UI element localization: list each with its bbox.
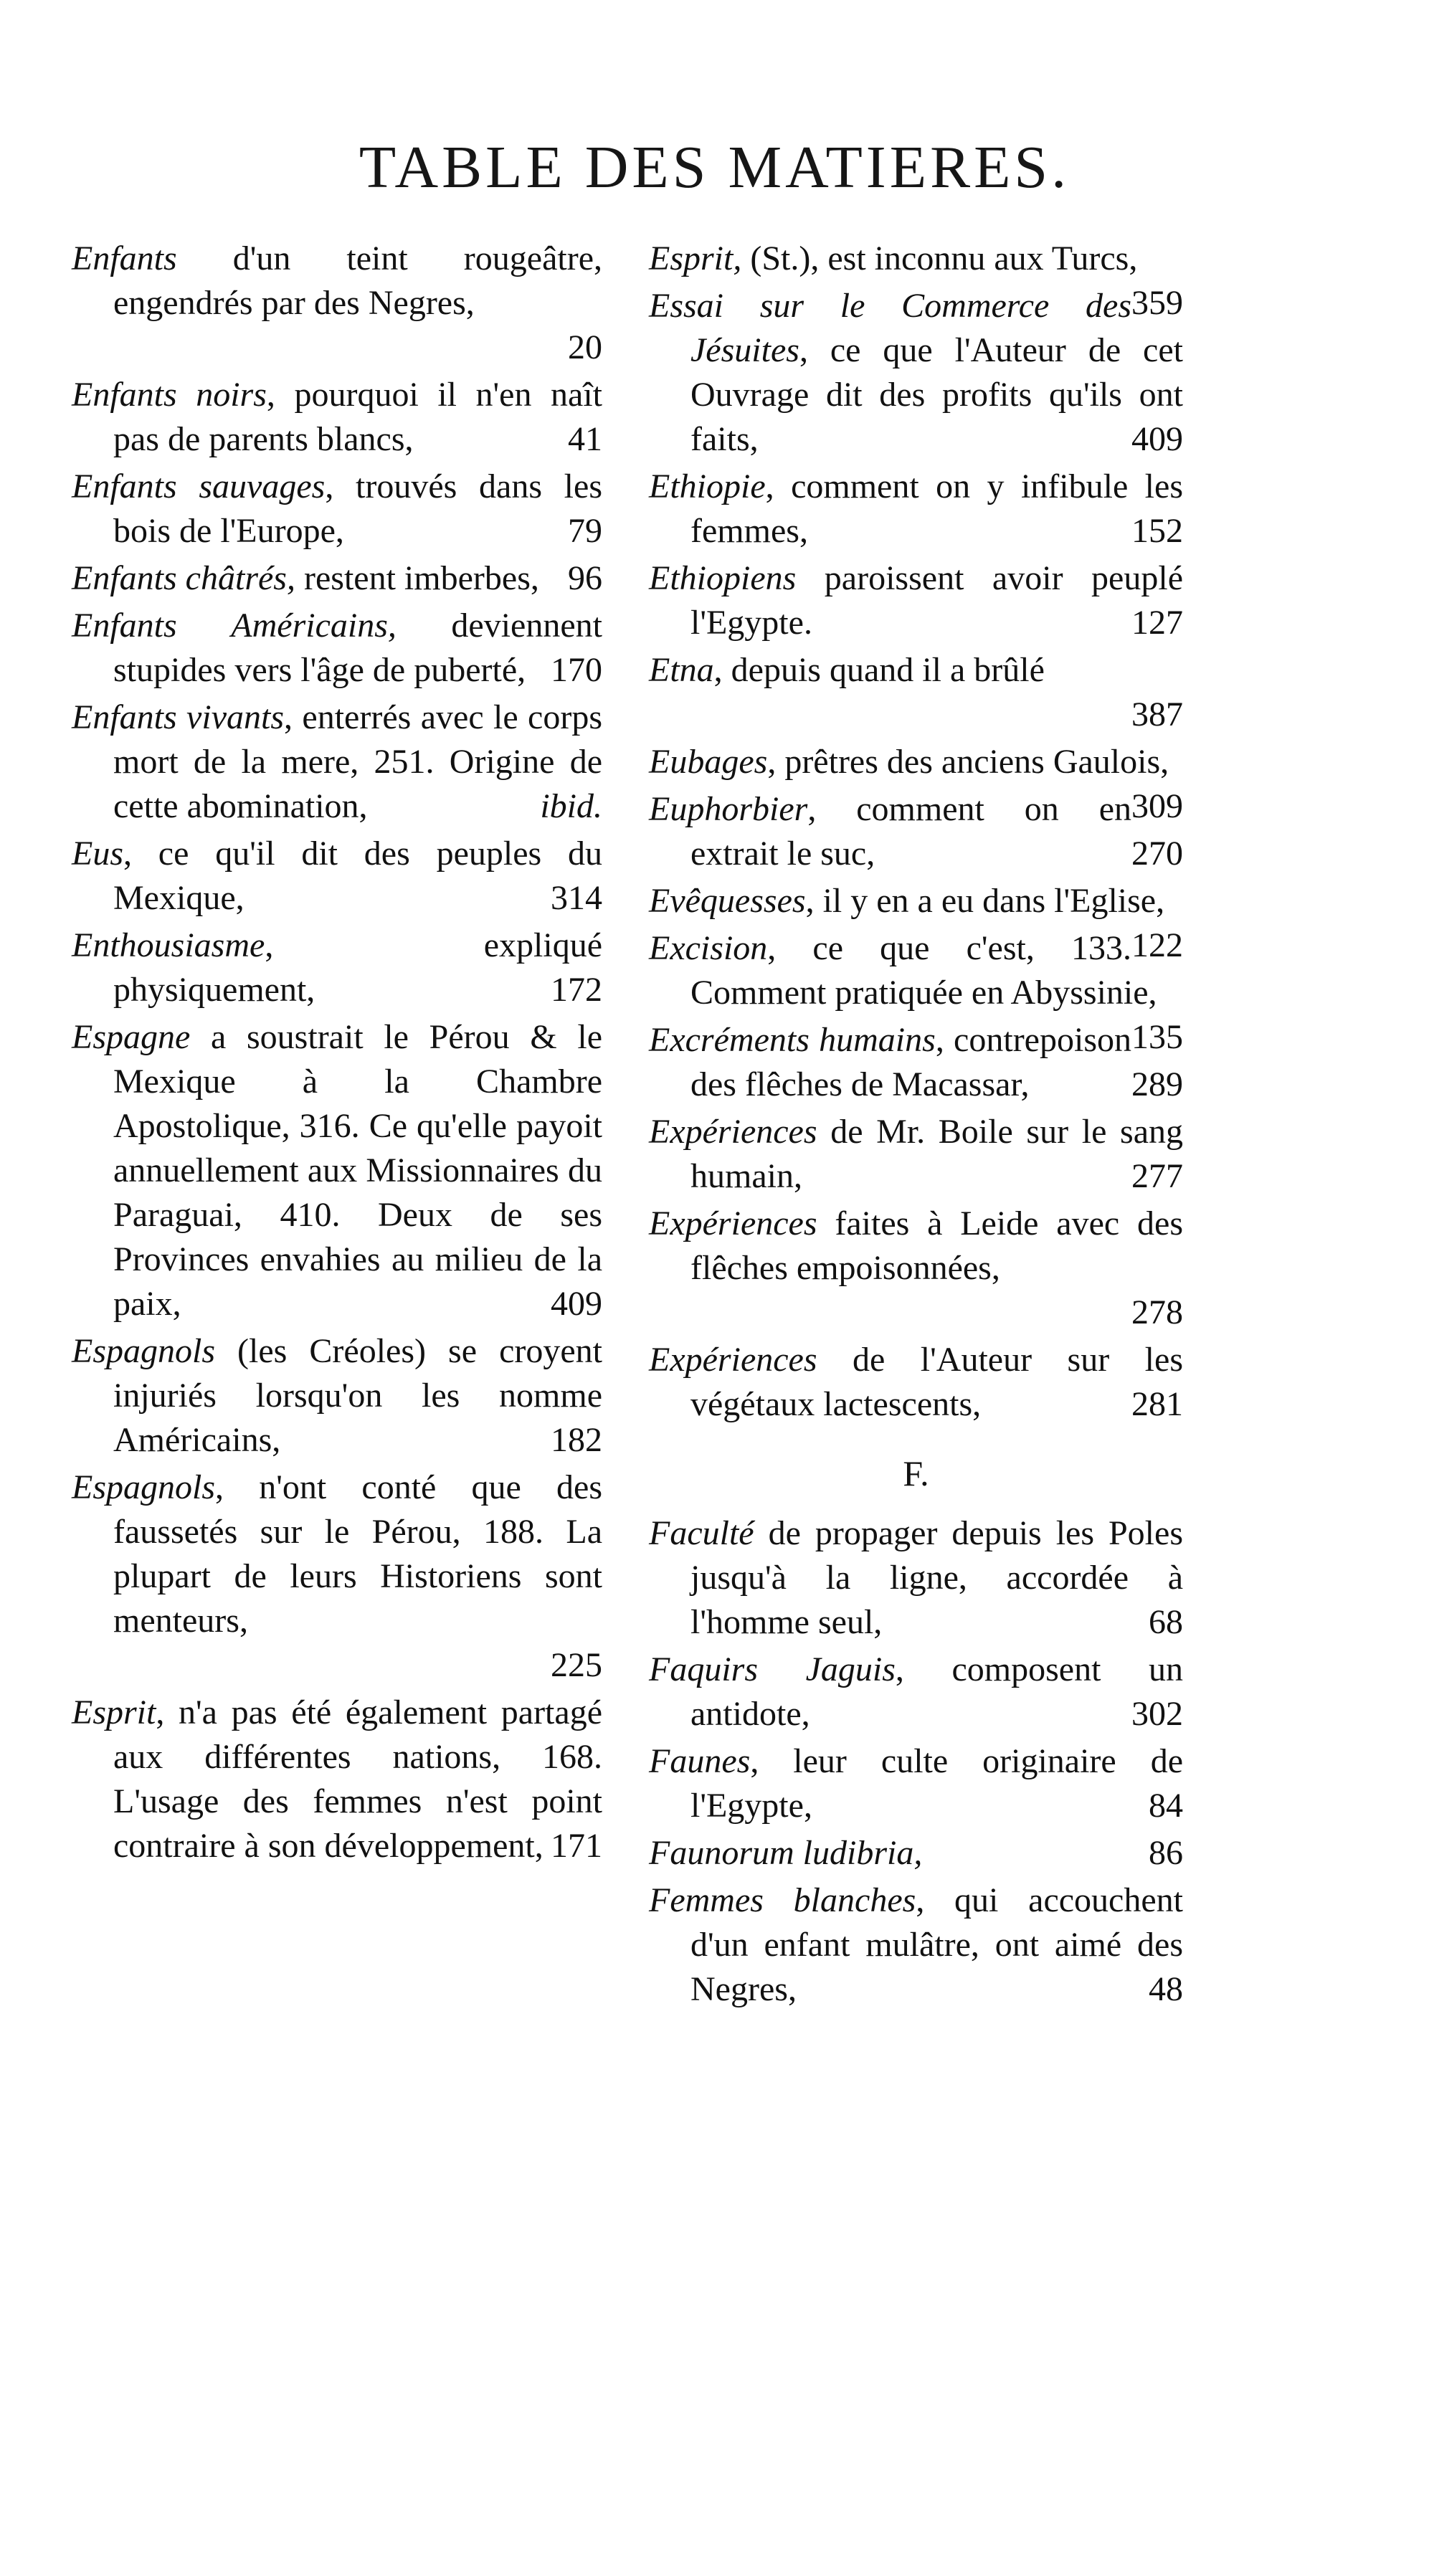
entry-text: , n'a pas été également partagé aux différentes nations, 168. L'usage des femmes n'est point contraire à son développement,	[113, 1693, 602, 1865]
entry-page-number: 127	[1131, 604, 1183, 642]
entry-term: Etna	[649, 651, 714, 689]
entry-term: Faculté	[649, 1514, 754, 1552]
entry-term: Enfants sauvages	[72, 467, 326, 505]
entry-term: Excréments humains	[649, 1021, 936, 1059]
index-entry	[72, 1329, 602, 1463]
index-entry	[649, 1202, 1183, 1335]
entry-text: , ce que c'est, 133. Comment pratiquée en Abyssinie,	[690, 929, 1157, 1012]
entry-page-number: 48	[1149, 1970, 1183, 2008]
index-entry	[72, 832, 602, 921]
index-entry	[649, 237, 1183, 322]
entry-page-number: 281	[1131, 1385, 1183, 1423]
entry-page-number: 278	[1131, 1293, 1183, 1331]
entry-page-number: 409	[551, 1285, 602, 1323]
section-letter-heading: F.	[903, 1453, 929, 1493]
entry-term: Ethiopiens	[649, 559, 797, 597]
entry-term: Faunes	[649, 1742, 751, 1780]
entry-page-number: 172	[551, 971, 602, 1009]
left-column	[72, 237, 602, 1871]
entry-term: Enfants noirs	[72, 376, 267, 414]
entry-page-number: 135	[1131, 1018, 1183, 1056]
entry-text: paroissent avoir peuplé l'Egypte.	[690, 559, 1183, 642]
index-entry	[649, 648, 1183, 737]
entry-term: Ethiopie	[649, 467, 766, 505]
index-entry	[649, 556, 1183, 645]
entry-term: Expériences	[649, 1113, 817, 1151]
entry-page-number: 359	[1131, 284, 1183, 322]
entry-text: , depuis quand il a brûlé	[713, 651, 1045, 689]
entry-term: Espagnols	[72, 1332, 216, 1370]
entry-page-number: 225	[551, 1646, 602, 1684]
entry-text: de l'Auteur sur les végétaux lactescents,	[690, 1341, 1183, 1423]
entry-term: Esprit	[72, 1693, 156, 1731]
entry-text: de Mr. Boile sur le sang humain,	[690, 1113, 1183, 1195]
entry-text: (St.), est inconnu aux Turcs,	[741, 239, 1138, 277]
entry-text: , comment on y infibule les femmes,	[690, 467, 1183, 550]
index-entry	[649, 1338, 1183, 1427]
entry-term: Expériences	[649, 1341, 817, 1379]
entry-term: Evêquesses	[649, 882, 806, 920]
entry-text: , comment on en extrait le suc,	[690, 790, 1131, 873]
entry-term: Enthousiasme	[72, 926, 265, 964]
entry-page-number: 20	[568, 328, 602, 366]
entry-page-number: 152	[1131, 512, 1183, 550]
entry-term: Espagne	[72, 1018, 191, 1056]
index-entry	[649, 1018, 1183, 1107]
index-entry	[72, 237, 602, 370]
entry-page-number: 270	[1131, 835, 1183, 873]
entry-page-number: 86	[1149, 1834, 1183, 1872]
entry-term: Enfants Américains,	[72, 607, 397, 645]
index-entry	[72, 1015, 602, 1326]
entry-page-number: 289	[1131, 1065, 1183, 1103]
index-entry	[72, 556, 602, 601]
index-entry	[72, 923, 602, 1012]
entry-term: Expériences	[649, 1204, 817, 1242]
index-entry	[649, 1511, 1183, 1645]
right-entries-f	[649, 1511, 1183, 2012]
entry-text: , contrepoison des flêches de Macassar,	[690, 1021, 1131, 1103]
index-entry	[649, 1878, 1183, 2012]
entry-page-number: 302	[1131, 1695, 1183, 1733]
entry-text: , ce qu'il dit des peuples du Mexique,	[113, 835, 602, 917]
entry-page-number: ibid.	[540, 787, 602, 825]
running-head: TABLE DES MATIERES.	[359, 134, 1070, 201]
entry-term: Enfants	[72, 239, 177, 277]
entry-text: , leur culte originaire de l'Egypte,	[690, 1742, 1183, 1825]
entry-page-number: 182	[551, 1421, 602, 1459]
index-entry	[649, 1110, 1183, 1199]
right-column	[649, 237, 1183, 2015]
index-entry	[649, 1648, 1183, 1736]
entry-term: Enfants châtrés,	[72, 559, 295, 597]
entry-page-number: 84	[1149, 1787, 1183, 1825]
entry-text: , n'ont conté que des faussetés sur le Pérou, 188. La plupart de leurs Historiens sont menteurs,	[113, 1468, 602, 1640]
entry-text: (les Créoles) se croyent injuriés lorsqu'on les nomme Américains,	[113, 1332, 602, 1459]
entry-page-number: 68	[1149, 1603, 1183, 1641]
entry-term: Espagnols	[72, 1468, 216, 1506]
entry-text: , enterrés avec le corps mort de la mere, 251. Origine de cette abomination,	[113, 698, 603, 825]
entry-page-number: 171	[551, 1827, 602, 1865]
index-entry	[649, 787, 1183, 876]
entry-term: Femmes blanches	[649, 1881, 916, 1919]
entry-term: Excision	[649, 929, 768, 967]
index-entry	[649, 1831, 1183, 1876]
entry-text: , composent un antidote,	[690, 1650, 1183, 1733]
entry-term: Faunorum ludibria,	[649, 1834, 923, 1872]
index-entry	[649, 284, 1183, 462]
entry-page-number: 387	[1131, 695, 1183, 733]
index-entry	[72, 1465, 602, 1688]
entry-page-number: 41	[568, 420, 602, 458]
entry-term: Eus	[72, 835, 123, 873]
entry-text: , ce que l'Auteur de cet Ouvrage dit des profits qu'ils ont faits,	[690, 331, 1183, 458]
entry-text: de propager depuis les Poles jusqu'à la ligne, accordée à l'homme seul,	[690, 1514, 1183, 1641]
entry-term: Essai sur le Commerce des Jésuites	[649, 287, 1131, 369]
index-entry	[72, 373, 602, 462]
entry-term: Enfants vivants	[72, 698, 285, 736]
entry-text: , trouvés dans les bois de l'Europe,	[113, 467, 602, 550]
entry-text: faites à Leide avec des flêches empoisonnées,	[690, 1204, 1183, 1287]
entry-text: , il y en a eu dans l'Eglise,	[805, 882, 1165, 920]
index-entry	[72, 604, 602, 693]
right-entries-e	[649, 237, 1183, 1427]
entry-page-number: 309	[1131, 787, 1183, 825]
entry-term: Faquirs Jaguis	[649, 1650, 896, 1688]
entry-page-number: 122	[1131, 926, 1183, 964]
entry-text: , qui accouchent d'un enfant mulâtre, ont aimé des Negres,	[690, 1881, 1183, 2008]
entry-text: d'un teint rougeâtre, engendrés par des Negres,	[113, 239, 602, 322]
entry-text: , prêtres des anciens Gaulois,	[767, 743, 1169, 781]
entry-page-number: 79	[568, 512, 602, 550]
entry-text: restent imberbes,	[295, 559, 539, 597]
entry-text: a soustrait le Pérou & le Mexique à la Chambre Apostolique, 316. Ce qu'elle payoit annuellement aux Missionnaires du Paraguai, 410. Deux de ses Provinces envahies au milieu de la paix,	[113, 1018, 602, 1323]
index-entry	[72, 695, 602, 829]
entry-term: Euphorbier	[649, 790, 808, 828]
entry-term: Esprit,	[649, 239, 742, 277]
entry-text: , pourquoi il n'en naît pas de parents blancs,	[113, 376, 603, 458]
entry-text: deviennent stupides vers l'âge de puberté,	[113, 607, 602, 689]
entry-text: , expliqué physiquement,	[113, 926, 602, 1009]
entry-page-number: 409	[1131, 420, 1183, 458]
entry-page-number: 314	[551, 879, 602, 917]
index-entry	[72, 1691, 602, 1868]
index-entry	[72, 465, 602, 553]
entry-page-number: 96	[568, 559, 602, 597]
index-entry	[649, 465, 1183, 553]
entry-page-number: 277	[1131, 1157, 1183, 1195]
index-entry	[649, 1739, 1183, 1828]
entry-page-number: 170	[551, 651, 602, 689]
entry-term: Eubages	[649, 743, 768, 781]
